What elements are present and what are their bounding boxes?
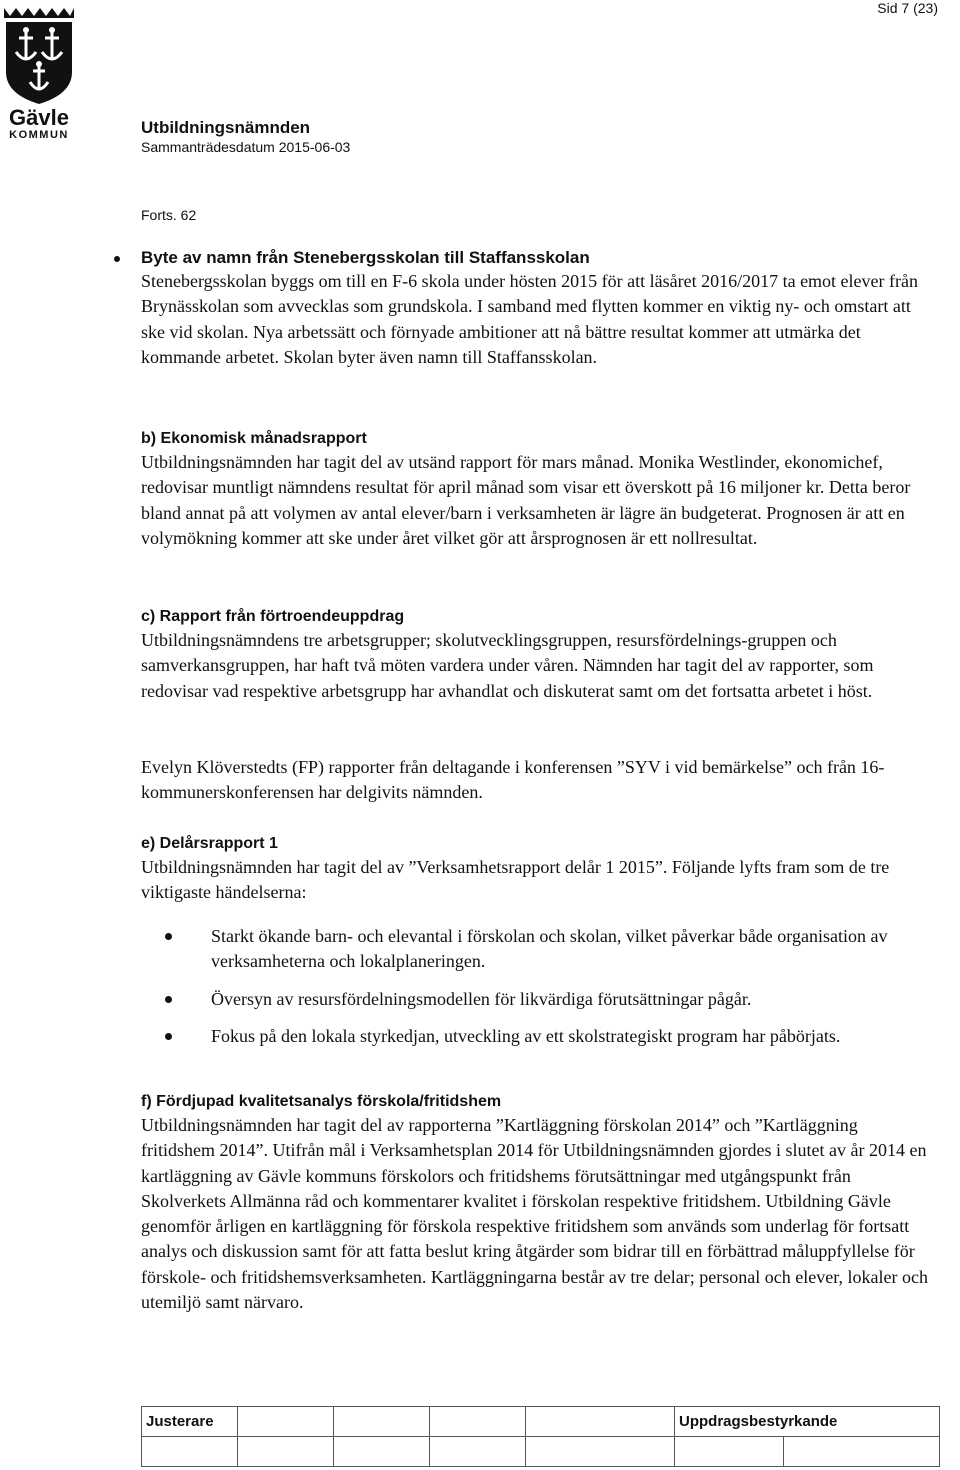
section-body: Utbildningsnämnden har tagit del av utsänd rapport för mars månad. Monika Westlinder, ekonomichef, redovisar muntligt nämndens resultat för april månad som visar ett överskott på 16 miljoner kr. Detta beror bland annat på att volymen av antal elever/barn i verksamheten är lägre än budgeterat. Prognosen är att en volymökning kommer att ske under året vilket gör att årsprognosen är ett nollresultat. — [141, 452, 911, 548]
signature-cell[interactable] — [238, 1437, 334, 1467]
section-conference-report — [141, 755, 931, 806]
signature-cell[interactable] — [526, 1437, 675, 1467]
meeting-date: Sammanträdesdatum 2015-06-03 — [141, 139, 351, 155]
section-body: Stenebergsskolan byggs om till en F-6 skola under hösten 2015 för att läsåret 2016/2017 ta emot elever från Brynässkolan som avvecklas som grundskola. I samband med flytten kommer en viktig ny- och omstart att ske vid skolan. Nya arbetssätt och förnyade ambitioner att nå bättre resultat kommer att utmärka det kommande arbetet. Skolan byter även namn till Staffansskolan. — [141, 271, 918, 367]
list-item: Fokus på den lokala styrkedjan, utveckling av ett skolstrategiskt program har påbörjats. — [141, 1024, 931, 1049]
logo-sub: KOMMUN — [9, 129, 69, 140]
signature-cell[interactable] — [675, 1437, 784, 1467]
section-quality-analysis — [141, 1091, 931, 1315]
signature-cell[interactable] — [430, 1437, 526, 1467]
section-interim-report — [141, 833, 931, 906]
signature-cell[interactable] — [430, 1407, 526, 1437]
signature-cell[interactable] — [238, 1407, 334, 1437]
logo-name: Gävle — [9, 105, 69, 130]
crown-icon — [4, 8, 74, 18]
list-item: Översyn av resursfördelningsmodellen för likvärdiga förutsättningar pågår. — [141, 987, 931, 1012]
section-body: Utbildningsnämnden har tagit del av rapporterna ”Kartläggning förskolan 2014” och ”Kartläggning fritidshem 2014”. Utifrån mål i Verksamhetsplan 2014 för Utbildningsnämnden gjordes i slutet av år 2014 en kartläggning av Gävle kommuns förskolors och fritidshems förutsättningar med utgångspunkt från Skolverkets Allmänna råd och kommentarer kvalitet i förskolan respektive fritidshem. Utbildning Gävle genomför årligen en kartläggning för förskola respektive fritidshem som används som underlag för fortsatt analys och diskussion samt för att fatta beslut kring åtgärder som bidrar till en förbättrad måluppfyllelse för förskole- och fritidshemsverksamheten. Kartläggningarna består av tre delar; personal och elever, lokaler och utemiljö samt närvaro. — [141, 1115, 928, 1313]
section-heading: b) Ekonomisk månadsrapport — [141, 430, 367, 447]
bullet-icon — [114, 256, 120, 262]
section-trust-assignment-report — [141, 606, 931, 704]
committee-title: Utbildningsnämnden — [141, 118, 311, 137]
section-heading: f) Fördjupad kvalitetsanalys förskola/fritidshem — [141, 1093, 502, 1110]
justerare-label: Justerare — [142, 1407, 238, 1437]
signature-cell[interactable] — [784, 1437, 940, 1467]
highlights-list — [141, 924, 931, 1061]
continued-paragraph-ref: Forts. 62 — [141, 207, 197, 223]
gavle-kommun-logo — [2, 4, 76, 140]
signature-table — [141, 1406, 940, 1467]
bullet-icon — [165, 933, 172, 940]
section-economy-report — [141, 428, 931, 551]
list-item: Starkt ökande barn- och elevantal i förskolan och skolan, vilket påverkar både organisation av verksamheterna och lokalplaneringen. — [141, 924, 931, 975]
section-heading: Byte av namn från Stenebergsskolan till Staffansskolan — [141, 248, 590, 267]
section-name-change — [141, 247, 931, 370]
section-body: Utbildningsnämndens tre arbetsgrupper; skolutvecklingsgruppen, resursfördelnings-gruppen och samverkansgruppen, har haft två möten vardera under våren. Nämnden har tagit del av rapporter, som redovisar vad respektive arbetsgrupp har avhandlat och diskuterat samt om det fortsatta arbetet i höst. — [141, 630, 874, 701]
section-heading: e) Delårsrapport 1 — [141, 835, 278, 852]
signature-cell[interactable] — [334, 1407, 430, 1437]
bullet-icon — [165, 1033, 172, 1040]
signature-cell[interactable] — [334, 1437, 430, 1467]
bullet-icon — [165, 996, 172, 1003]
uppdragsbestyrkande-label: Uppdragsbestyrkande — [675, 1407, 940, 1437]
section-body: Utbildningsnämnden har tagit del av ”Verksamhetsrapport delår 1 2015”. Följande lyfts fram som de tre viktigaste händelserna: — [141, 857, 890, 903]
signature-cell[interactable] — [142, 1437, 238, 1467]
signature-cell[interactable] — [526, 1407, 675, 1437]
page-number: Sid 7 (23) — [877, 0, 938, 16]
section-body: Evelyn Klöverstedts (FP) rapporter från deltagande i konferensen ”SYV i vid bemärkelse” och från 16-kommunerskonferensen har delgivits nämnden. — [141, 757, 885, 803]
section-heading: c) Rapport från förtroendeuppdrag — [141, 608, 405, 625]
